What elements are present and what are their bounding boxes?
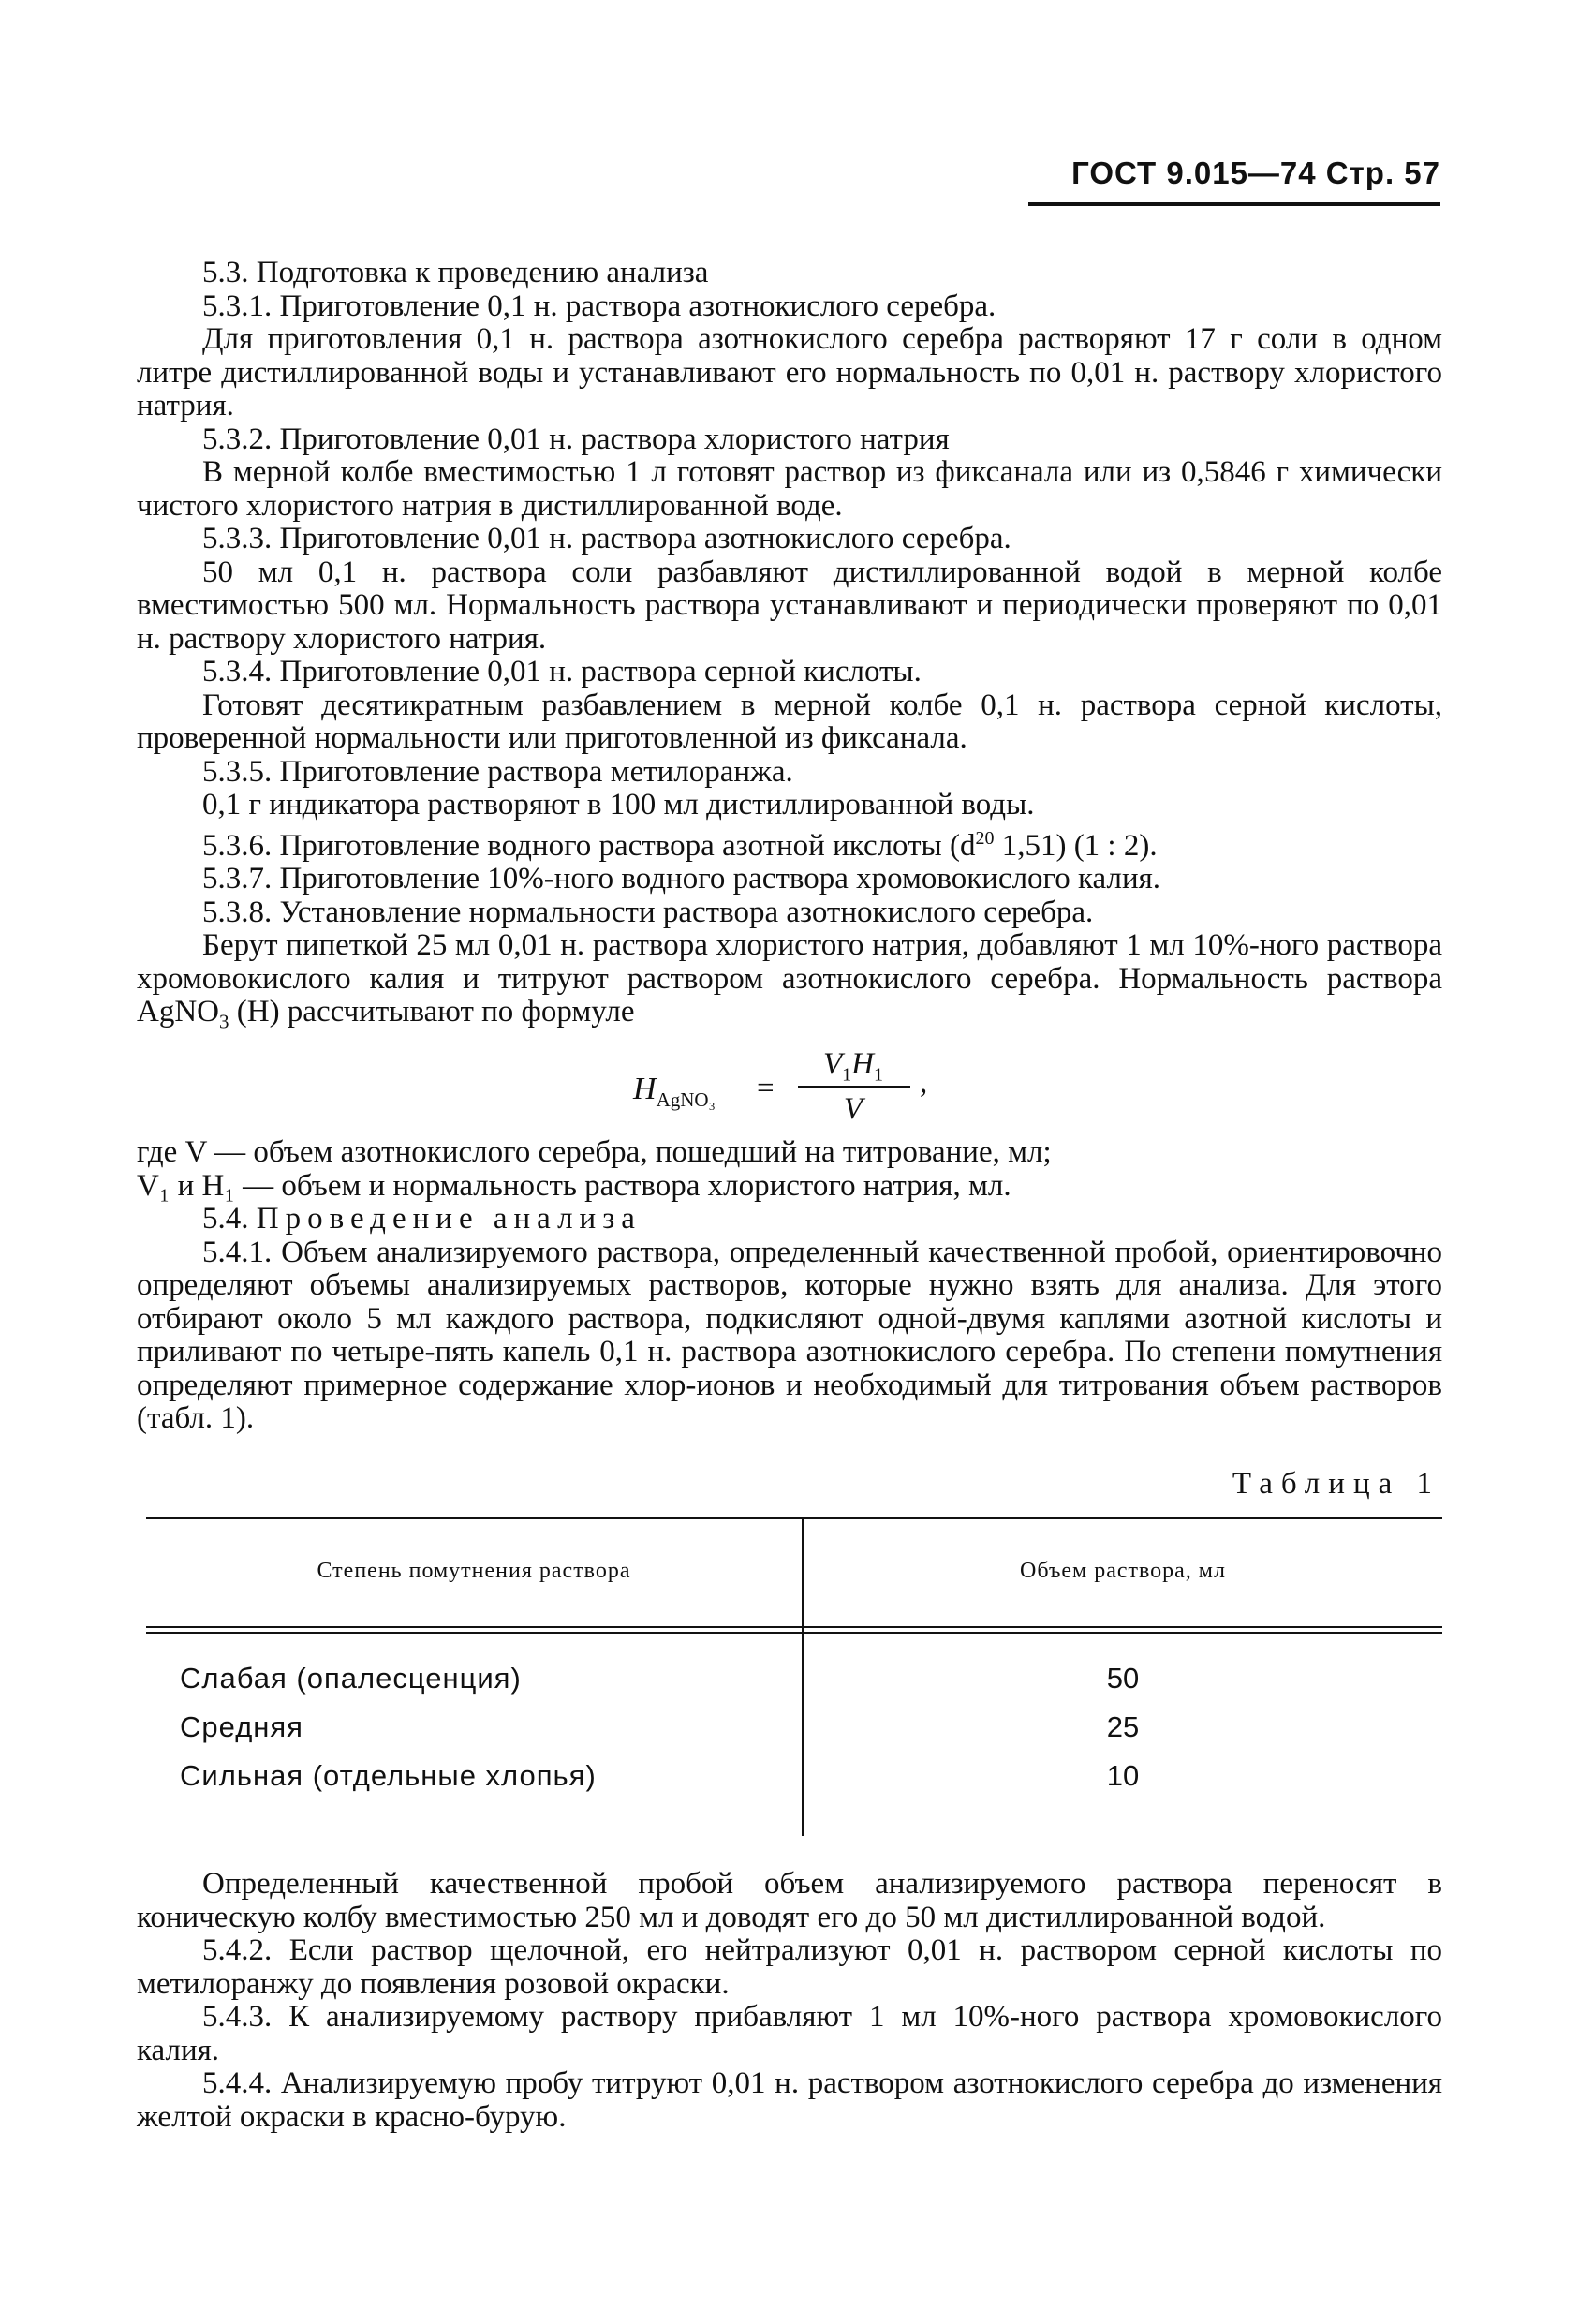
paragraph: Определенный качественной пробой объем анализируемого раствора переносят в коническую колбу вместимостью 250 мл и доводят его до 50 мл дистиллированной водой. — [137, 1867, 1442, 1934]
page-header — [1071, 155, 1440, 191]
paragraph-text: Берут пипеткой 25 мл 0,01 н. раствора хлористого натрия, добавляют 1 мл 10%-ного раствора хромовокислого калия и титруют раствором азотнокислого серебра. Нормальность раствора AgNO — [137, 928, 1442, 1029]
item-5-4-1: 5.4.1. Объем анализируемого раствора, определенный качественной пробой, ориентировочно определяют объемы анализируемых растворов, которые нужно взять для анализа. Для этого отбирают около 5 мл каждого раствора, подкисляют одной-двумя каплями азотной кислоты и приливают по четыре-пять капель 0,1 н. раствора азотнокислого серебра. По степени помутнения определяют примерное содержание хлор-ионов и необходимый для титрования объем растворов (табл. 1). — [137, 1235, 1442, 1436]
section-5-3-heading: 5.3. Подготовка к проведению анализа — [202, 256, 709, 289]
item-5-3-2: 5.3.2. Приготовление 0,01 н. раствора хлористого натрия — [202, 422, 950, 456]
table-header-degree: Степень помутнения раствора — [317, 1559, 631, 1583]
formula-lhs — [633, 1073, 716, 1117]
paragraph: Для приготовления 0,1 н. раствора азотнокислого серебра растворяют 17 г соли в одном литре дистиллированной воды и устанавливают его нормальность по 0,01 н. раствору хлористого натрия. — [137, 322, 1442, 422]
item-5-3-6-text: 5.3.6. Приготовление водного раствора азотной икслоты (d — [202, 828, 976, 863]
paragraph-text-end: (H) рассчитывают по формуле — [229, 995, 635, 1029]
table-cell-volume: 10 — [1106, 1759, 1140, 1792]
section-5-4-heading — [137, 1203, 1442, 1236]
item-5-4-3: 5.4.3. К анализируемому раствору прибавляют 1 мл 10%-ного раствора хромовокислого калия. — [137, 2000, 1442, 2067]
item-5-3-6 — [137, 822, 1442, 864]
table-cell-volume: 50 — [1106, 1662, 1140, 1695]
header-rule — [1028, 202, 1440, 206]
table-top-rule — [146, 1517, 1442, 1519]
table-cell-volume: 25 — [1106, 1710, 1140, 1743]
paragraph — [137, 929, 1442, 1039]
table-header-volume: Объем раствора, мл — [1020, 1559, 1226, 1583]
item-5-3-5: 5.3.5. Приготовление раствора метилоранжа. — [202, 754, 793, 789]
formula-comma: , — [920, 1066, 928, 1101]
formula-h1-sub: 1 — [874, 1064, 883, 1086]
table-header-rule — [146, 1626, 1442, 1628]
header-title: ГОСТ 9.015—74 Стр. 57 — [1071, 155, 1440, 190]
item-5-3-8: 5.3.8. Установление нормальности раствора азотнокислого серебра. — [202, 895, 1094, 929]
subscript: 3 — [219, 1010, 229, 1033]
table-cell-degree: Средняя — [180, 1710, 303, 1743]
normality-formula — [137, 1039, 1442, 1136]
item-5-3-3: 5.3.3. Приготовление 0,01 н. раствора азотнокислого серебра. — [202, 522, 1011, 555]
main-text — [137, 257, 1442, 1436]
item-5-3-1: 5.3.1. Приготовление 0,1 н. раствора азотнокислого серебра. — [202, 289, 996, 323]
table-row — [146, 1662, 1442, 1710]
formula-denominator: V — [843, 1092, 863, 1127]
table-row — [146, 1710, 1442, 1759]
item-5-3-7: 5.3.7. Приготовление 10%-ного водного раствора хромовокислого калия. — [202, 862, 1161, 896]
table-header-rule-double — [146, 1632, 1442, 1634]
where-line-2: V₁ и H₁ — объем и нормальность раствора хлористого натрия, мл. — [137, 1168, 1011, 1203]
table-row — [146, 1759, 1442, 1808]
paragraph: 50 мл 0,1 н. раствора соли разбавляют дистиллированной водой в мерной колбе вместимостью 500 мл. Нормальность раствора устанавливают и периодически проверяют по 0,01 н. раствору хлористого натрия. — [137, 555, 1442, 656]
item-5-3-6-text-end: 1,51) (1 : 2). — [994, 828, 1158, 863]
density-superscript: 20 — [975, 827, 995, 849]
turbidity-table — [146, 1514, 1442, 1840]
formula-equals: = — [757, 1072, 775, 1106]
paragraph: Готовят десятикратным разбавлением в мерной колбе 0,1 н. раствора серной кислоты, проверенной нормальности или приготовленной из фиксанала. — [137, 688, 1442, 755]
section-number: 5.4. — [202, 1202, 257, 1236]
table-cell-degree: Слабая (опалесценция) — [180, 1662, 522, 1695]
formula-v1: V — [822, 1047, 843, 1082]
item-5-4-4: 5.4.4. Анализируемую пробу титруют 0,01 н. раствором азотнокислого серебра до изменения желтой окраски в красно-бурую. — [137, 2066, 1442, 2134]
paragraph: В мерной колбе вместимостью 1 л готовят раствор из фиксанала или из 0,5846 г химически чистого хлористого натрия в дистиллированной воде. — [137, 455, 1442, 523]
table-caption: Таблица 1 — [1232, 1467, 1440, 1501]
item-5-4-2: 5.4.2. Если раствор щелочной, его нейтрализуют 0,01 н. раствором серной кислоты по метилоранжу до появления розовой окраски. — [137, 1933, 1442, 2001]
table-cell-degree: Сильная (отдельные хлопья) — [180, 1759, 597, 1792]
formula-lhs-symbol: H — [633, 1072, 657, 1107]
section-title: Проведение анализа — [256, 1202, 642, 1236]
item-5-3-4: 5.3.4. Приготовление 0,01 н. раствора серной кислоты. — [202, 655, 922, 688]
formula-lhs-subscript: AgNO₃ — [656, 1088, 716, 1111]
where-line-1: где V — объем азотнокислого серебра, пошедший на титрование, мл; — [137, 1135, 1052, 1170]
main-text-continued — [137, 1868, 1442, 2134]
paragraph: 0,1 г индикатора растворяют в 100 мл дистиллированной воды. — [202, 788, 1035, 822]
fraction-bar — [798, 1086, 910, 1088]
formula-h1: H — [851, 1047, 874, 1082]
formula-v1-sub: 1 — [842, 1064, 852, 1086]
